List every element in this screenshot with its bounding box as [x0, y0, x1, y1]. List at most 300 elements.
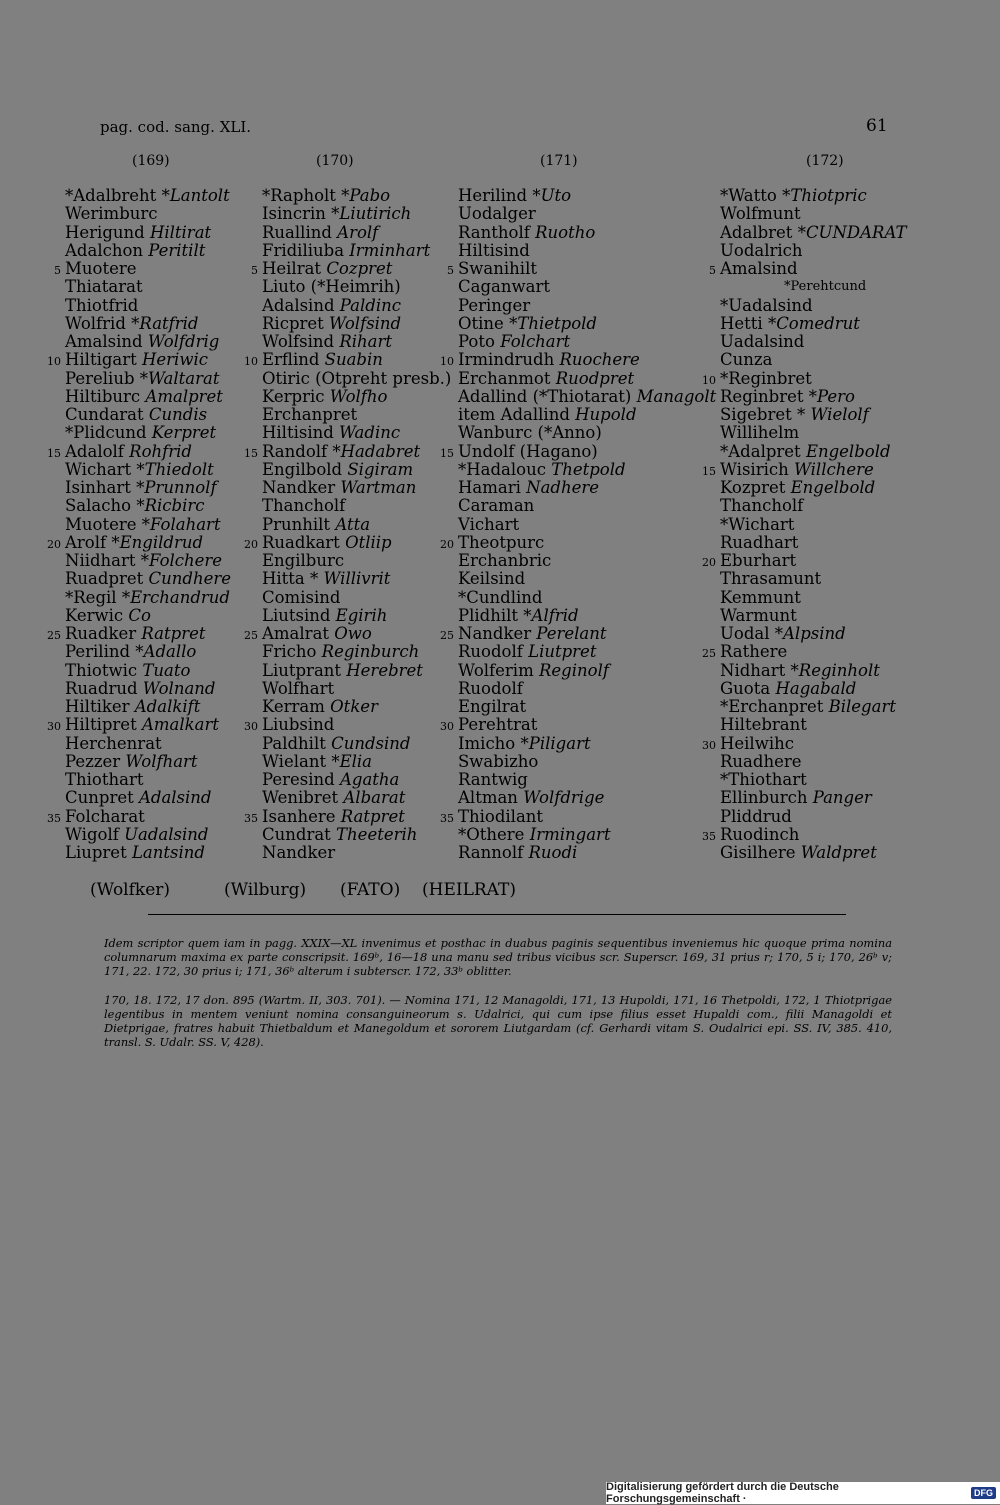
line-number: 10	[47, 355, 61, 369]
name-entry	[65, 643, 231, 661]
name-primary: Hetti	[720, 313, 768, 333]
line-number: 5	[54, 264, 61, 277]
name-column-169	[47, 186, 232, 862]
name-entry	[458, 278, 716, 296]
name-entry	[720, 625, 907, 643]
name-column-170	[244, 186, 452, 862]
name-entry	[458, 552, 716, 570]
name-secondary: Engelbold	[790, 478, 876, 497]
name-secondary: *Ratfrid	[131, 313, 199, 333]
name-secondary: Suabin	[324, 350, 383, 370]
name-primary: Nidhart	[720, 660, 791, 680]
name-secondary: *Piligart	[520, 733, 591, 753]
name-secondary: Reginolf	[538, 660, 609, 680]
name-entry	[720, 771, 907, 789]
name-secondary: *Waltarat	[139, 368, 220, 388]
name-primary: Erflind	[262, 350, 325, 370]
name-secondary: *Ricbirc	[136, 496, 205, 516]
name-primary: Arolf	[65, 532, 112, 552]
name-entry	[262, 516, 451, 534]
name-entry	[458, 589, 716, 607]
name-entry	[440, 350, 716, 370]
name-primary: Keilsind	[458, 569, 526, 589]
name-entry	[720, 844, 907, 862]
name-primary: Irmindrudh	[458, 350, 560, 370]
name-secondary: Paldinc	[339, 295, 401, 315]
name-primary: Ruadhere	[720, 751, 802, 771]
name-secondary: Cozpret	[326, 259, 393, 278]
name-entry	[709, 259, 907, 278]
name-primary: Rantwig	[458, 770, 528, 789]
name-entry	[720, 516, 907, 534]
name-entry	[458, 333, 716, 351]
name-entry	[65, 461, 231, 479]
name-primary: Liutprant	[262, 660, 347, 680]
name-primary: *Regil	[65, 587, 122, 607]
name-primary: Isanhere	[262, 806, 341, 826]
name-primary: *Wichart	[720, 514, 795, 534]
name-secondary: *Pero	[808, 386, 855, 406]
name-entry	[720, 680, 907, 698]
name-secondary: Egirih	[335, 605, 388, 625]
name-entry	[65, 735, 231, 753]
line-number: 5	[447, 264, 454, 277]
name-primary: Isinhart	[65, 478, 137, 497]
bottom-name-wilburg: (Wilburg)	[224, 880, 307, 900]
bottom-name-heilrat: (HEILRAT)	[422, 880, 516, 900]
name-primary: *Cundlind	[458, 587, 543, 607]
name-secondary: Ruochere	[559, 350, 640, 370]
name-entry	[65, 315, 231, 333]
name-entry	[458, 826, 716, 844]
line-number: 20	[440, 537, 454, 551]
line-number: 25	[47, 629, 61, 642]
name-entry	[65, 826, 231, 844]
name-primary: Amalsind	[65, 332, 148, 351]
name-primary: Ruadpret	[65, 569, 149, 589]
name-entry	[720, 589, 907, 607]
name-primary: Ruodolf	[458, 678, 523, 698]
name-secondary: Theeterih	[336, 824, 418, 844]
name-entry	[262, 406, 451, 424]
footer-text: Digitalisierung gefördert durch die Deutsche Forschungsgemeinschaft ·	[606, 1481, 839, 1505]
name-secondary: Irminhart	[349, 240, 431, 260]
name-secondary: Reginburch	[321, 642, 420, 662]
name-secondary: *Thietpold	[509, 313, 597, 333]
name-entry	[447, 259, 716, 278]
name-primary: Nandker	[262, 478, 341, 497]
line-number: 15	[47, 446, 61, 460]
name-entry	[458, 771, 716, 789]
name-primary: Wielant	[262, 751, 332, 771]
name-entry	[440, 715, 716, 735]
name-primary: Uodalrich	[720, 240, 803, 260]
name-secondary: Arolf	[337, 222, 379, 242]
line-number: 35	[244, 811, 258, 825]
name-entry	[720, 315, 907, 333]
name-entry	[440, 441, 716, 461]
name-column-172	[702, 186, 907, 862]
name-entry	[262, 187, 451, 205]
name-entry	[65, 297, 231, 315]
line-number: 15	[440, 446, 454, 460]
name-primary: Cundarat	[65, 405, 149, 424]
name-primary: Ruodinch	[720, 824, 800, 844]
name-entry	[458, 315, 716, 333]
name-entry	[65, 187, 231, 205]
name-primary: Pereliub	[65, 368, 140, 388]
header-left: pag. cod. sang. XLI.	[100, 118, 252, 136]
name-entry	[458, 297, 716, 315]
apparatus-note-1: Idem scriptor quem iam in pagg. XXIX—XL invenimus et posthac in duabus paginis sequentibus inveniemus hic quoque prima nomina columnarum maxima ex parte conscripsit. 169ᵇ, 16—18 una manu sed tribus vicibus scr. Superscr. 169, 31 prius r; 170, 5 i; 170, 26ᵇ v; 171, 22. 172, 30 prius i; 171, 36ᵇ alterum i subterscr. 172, 33ᵇ oblitter.	[104, 936, 892, 978]
name-entry	[458, 607, 716, 625]
name-secondary: * Wielolf	[797, 405, 869, 424]
name-primary: Muotere	[65, 514, 142, 534]
name-entry	[458, 224, 716, 242]
name-entry	[47, 441, 231, 461]
name-secondary: Wolnand	[142, 678, 216, 698]
name-primary: Adallind (*Thiotarat)	[458, 386, 637, 406]
name-secondary: *Hadabret	[332, 441, 421, 461]
name-entry	[458, 789, 716, 807]
name-primary: Thiothart	[65, 770, 144, 789]
name-primary: Liubsind	[262, 715, 335, 735]
line-number: 20	[244, 537, 258, 551]
name-entry	[262, 461, 451, 479]
name-primary: Pezzer	[65, 751, 126, 771]
name-primary: Engilburc	[262, 551, 345, 570]
name-entry	[262, 589, 451, 607]
name-secondary: Willchere	[793, 459, 874, 479]
name-secondary: Sigiram	[347, 459, 414, 479]
name-primary: Wolfmunt	[720, 204, 801, 224]
name-entry	[720, 716, 907, 734]
column-number-171: (171)	[540, 153, 578, 169]
name-primary: Adalbret	[720, 222, 798, 242]
name-secondary: Atta	[335, 514, 371, 534]
name-primary: Liutsind	[262, 605, 336, 625]
name-entry	[262, 370, 451, 388]
name-secondary: Liutpret	[528, 642, 597, 662]
name-secondary: Tuato	[142, 660, 191, 680]
name-entry	[458, 662, 716, 680]
name-entry	[720, 297, 907, 315]
name-entry	[65, 771, 231, 789]
name-secondary: *Engildrud	[111, 532, 204, 552]
name-entry	[244, 624, 451, 643]
name-primary: Paldhilt	[262, 733, 332, 753]
name-primary: Gisilhere	[720, 843, 801, 862]
name-entry	[65, 388, 231, 406]
line-number: 10	[702, 373, 716, 387]
name-primary: Kemmunt	[720, 587, 801, 607]
name-entry	[262, 205, 451, 223]
name-secondary: Peritilt	[148, 240, 206, 260]
name-primary: Wolfhart	[262, 678, 335, 698]
name-primary: item Adallind	[458, 405, 576, 424]
name-entry	[65, 844, 231, 862]
name-primary: Thancholf	[262, 496, 346, 516]
name-entry	[244, 806, 451, 826]
name-entry	[47, 624, 231, 643]
name-entry	[720, 242, 907, 260]
name-entry	[65, 333, 231, 351]
name-primary: Theotpurc	[458, 532, 545, 552]
name-secondary: Heriwic	[142, 350, 208, 370]
line-number: 30	[440, 720, 454, 734]
name-primary: Herilind	[458, 186, 533, 205]
line-number: 35	[440, 811, 454, 825]
name-entry	[262, 315, 451, 333]
name-entry	[65, 497, 231, 515]
name-secondary: Thetpold	[551, 459, 626, 479]
name-secondary: Hagabald	[775, 678, 857, 698]
name-entry	[458, 570, 716, 588]
name-entry	[262, 698, 451, 716]
line-number: 10	[440, 355, 454, 369]
name-primary: Folcharat	[65, 806, 145, 826]
name-primary: *Adalbreht	[65, 186, 162, 205]
name-primary: Ellinburch	[720, 788, 813, 808]
name-primary: Amalsind	[720, 259, 798, 278]
line-number: 35	[702, 829, 716, 843]
name-primary: Otiric (Otpreht presb.)	[262, 368, 452, 388]
name-entry	[720, 224, 907, 242]
name-primary: Wolferim	[458, 660, 539, 680]
name-secondary: Amalpret	[145, 386, 223, 406]
name-primary: Sigebret	[720, 405, 797, 424]
name-entry	[262, 479, 451, 497]
name-entry	[65, 205, 231, 223]
name-primary: Hiltiker	[65, 697, 135, 716]
name-entry	[262, 753, 451, 771]
name-secondary: Folchart	[500, 332, 571, 351]
name-primary: Fricho	[262, 642, 322, 662]
name-secondary: Wolfhart	[125, 751, 198, 771]
name-primary: Ruadhart	[720, 532, 799, 552]
name-entry	[262, 826, 451, 844]
name-primary: Liupret	[65, 843, 132, 862]
name-entry	[65, 370, 231, 388]
name-secondary: *Reginholt	[790, 660, 880, 680]
name-primary: Caraman	[458, 496, 535, 516]
name-secondary: Ruodpret	[555, 368, 635, 388]
name-entry	[702, 368, 907, 388]
name-secondary: Bilegart	[828, 697, 896, 716]
bottom-name-fato: (FATO)	[340, 880, 401, 900]
name-entry	[262, 789, 451, 807]
name-entry	[65, 662, 231, 680]
name-entry	[702, 824, 907, 844]
name-entry	[262, 607, 451, 625]
name-entry	[440, 624, 716, 643]
dfg-logo: DFG	[971, 1487, 996, 1499]
name-primary: Fridiliuba	[262, 240, 350, 260]
name-primary: Adalolf	[65, 441, 130, 461]
name-primary: Thiotfrid	[65, 295, 139, 315]
name-secondary: Hiltirat	[149, 222, 212, 242]
name-entry	[262, 497, 451, 515]
name-primary: *Adalpret	[720, 441, 806, 461]
name-primary: Guota	[720, 678, 776, 698]
name-entry	[720, 388, 907, 406]
name-secondary: Managolt	[636, 386, 717, 406]
name-primary: *Rapholt	[262, 186, 342, 205]
name-entry	[440, 532, 716, 552]
name-primary: Plidhilt	[458, 605, 524, 625]
line-number: 30	[244, 720, 258, 734]
name-entry	[65, 753, 231, 771]
name-primary: Ruadkart	[262, 532, 346, 552]
name-primary: Swanihilt	[458, 259, 537, 278]
name-primary: Ricpret	[262, 313, 330, 333]
name-secondary: Engelbold	[805, 441, 891, 461]
name-secondary: Wartman	[340, 478, 417, 497]
name-primary: Kerwic	[65, 605, 129, 625]
name-secondary: Lantsind	[131, 843, 205, 862]
name-entry	[262, 735, 451, 753]
name-primary: Willihelm	[720, 423, 800, 443]
name-entry	[65, 406, 231, 424]
name-entry	[244, 715, 451, 735]
name-primary: Heilrat	[262, 259, 327, 278]
name-primary: Rantholf	[458, 222, 536, 242]
name-secondary: *CUNDARAT	[797, 222, 907, 242]
name-secondary: Adalsind	[138, 788, 212, 808]
footer-banner	[606, 1482, 1000, 1504]
name-entry	[262, 570, 451, 588]
name-entry	[244, 350, 451, 370]
name-primary: Heilwihc	[720, 733, 794, 753]
name-primary: Otine	[458, 313, 510, 333]
name-entry	[702, 642, 907, 662]
name-entry	[720, 424, 907, 442]
name-primary: Perehtrat	[458, 715, 538, 735]
name-primary: Wichart	[65, 459, 137, 479]
name-entry	[65, 424, 231, 442]
line-number: 30	[47, 720, 61, 734]
name-entry	[65, 278, 231, 296]
name-entry	[458, 461, 716, 479]
name-primary: Thiodilant	[458, 806, 544, 826]
column-number-172: (172)	[806, 153, 844, 169]
name-primary: *Perehtcund	[784, 279, 867, 295]
line-number: 15	[702, 464, 716, 478]
name-secondary: Rohfrid	[129, 441, 192, 461]
name-primary: Thrasamunt	[720, 569, 822, 589]
name-entry	[720, 753, 907, 771]
line-number: 20	[702, 556, 716, 569]
name-secondary: Panger	[812, 788, 872, 808]
name-entry	[262, 242, 451, 260]
name-entry	[458, 844, 716, 862]
name-entry	[702, 459, 907, 479]
name-primary: Hiltiburc	[65, 386, 146, 406]
name-primary: *Uadalsind	[720, 295, 813, 315]
name-primary: Niidhart	[65, 551, 141, 570]
name-primary: Hitta	[262, 569, 311, 589]
name-entry	[720, 443, 907, 461]
name-primary: Kozpret	[720, 478, 791, 497]
name-primary: Prunhilt	[262, 514, 336, 534]
name-secondary: *Thiotpric	[782, 186, 867, 205]
name-entry	[440, 806, 716, 826]
name-primary: Muotere	[65, 259, 137, 278]
name-entry	[65, 516, 231, 534]
name-entry	[720, 351, 907, 369]
apparatus-note-2: 170, 18. 172, 17 don. 895 (Wartm. II, 303. 701). — Nomina 171, 12 Managoldi, 171, 13 Hupoldi, 171, 16 Thetpoldi, 172, 1 Thiotprigae legentibus in mentem veniunt nomina consanguineorum s. Udalrici, qui cum ipse filius esset Hupaldi com., filii Managoldi et Dietprigae, fratres habuit Thietbaldum et Manegoldum et sororem Liutgardam (cf. Gerhardi vitam S. Oudalrici epi. SS. IV, 385. 410, transl. S. Udalr. SS. V, 428).	[104, 993, 892, 1049]
name-primary: *Othere	[458, 824, 530, 844]
name-entry	[720, 534, 907, 552]
name-entry	[65, 570, 231, 588]
name-secondary: Cundsind	[331, 733, 411, 753]
line-number: 30	[702, 738, 716, 752]
name-entry	[720, 808, 907, 826]
name-primary: Erchanbric	[458, 551, 552, 570]
column-number-170: (170)	[316, 153, 354, 169]
name-entry	[65, 789, 231, 807]
name-primary: Ruadker	[65, 624, 142, 643]
name-primary: Hamari	[458, 478, 527, 497]
name-entry	[47, 532, 231, 552]
name-primary: Cunpret	[65, 788, 139, 808]
name-secondary: *Elia	[331, 751, 373, 771]
name-primary: Randolf	[262, 441, 333, 461]
name-entry	[244, 532, 451, 552]
name-primary: Warmunt	[720, 605, 797, 625]
name-secondary: *Liutirich	[331, 204, 412, 224]
name-secondary: Owo	[334, 624, 372, 643]
name-entry	[458, 735, 716, 753]
name-primary: Poto	[458, 332, 501, 351]
name-entry	[458, 516, 716, 534]
name-primary: Wanburc (*Anno)	[458, 423, 602, 443]
name-entry	[720, 479, 907, 497]
name-primary: Swabizho	[458, 751, 539, 771]
name-secondary: *Comedrut	[767, 313, 860, 333]
name-primary: Rannolf	[458, 843, 529, 862]
name-secondary: * Willivrit	[310, 569, 391, 589]
name-entry	[720, 406, 907, 424]
name-entry	[458, 205, 716, 223]
name-primary: Salacho	[65, 496, 137, 516]
name-primary: *Plidcund	[65, 423, 152, 443]
name-entry	[458, 424, 716, 442]
name-entry	[458, 187, 716, 205]
column-number-169: (169)	[132, 153, 170, 169]
name-primary: Engilrat	[458, 697, 527, 716]
name-entry	[458, 698, 716, 716]
name-entry	[262, 333, 451, 351]
name-primary: Thancholf	[720, 496, 804, 516]
name-secondary: *Erchandrud	[121, 587, 230, 607]
name-secondary: Waldpret	[800, 843, 877, 862]
name-primary: Ruadrud	[65, 678, 143, 698]
line-number: 25	[440, 629, 454, 642]
name-entry	[65, 607, 231, 625]
name-primary: *Hadalouc	[458, 459, 552, 479]
name-primary: Wigolf	[65, 824, 125, 844]
name-entry	[251, 259, 451, 278]
name-primary: Hiltipret	[65, 715, 142, 735]
name-secondary: Albarat	[343, 788, 406, 808]
name-entry	[702, 733, 907, 753]
name-primary: Ruodolf	[458, 642, 529, 662]
name-secondary: *Uto	[532, 186, 572, 205]
name-entry	[720, 278, 907, 296]
name-primary: Hiltisind	[458, 240, 530, 260]
name-secondary: *Alpsind	[774, 624, 846, 643]
